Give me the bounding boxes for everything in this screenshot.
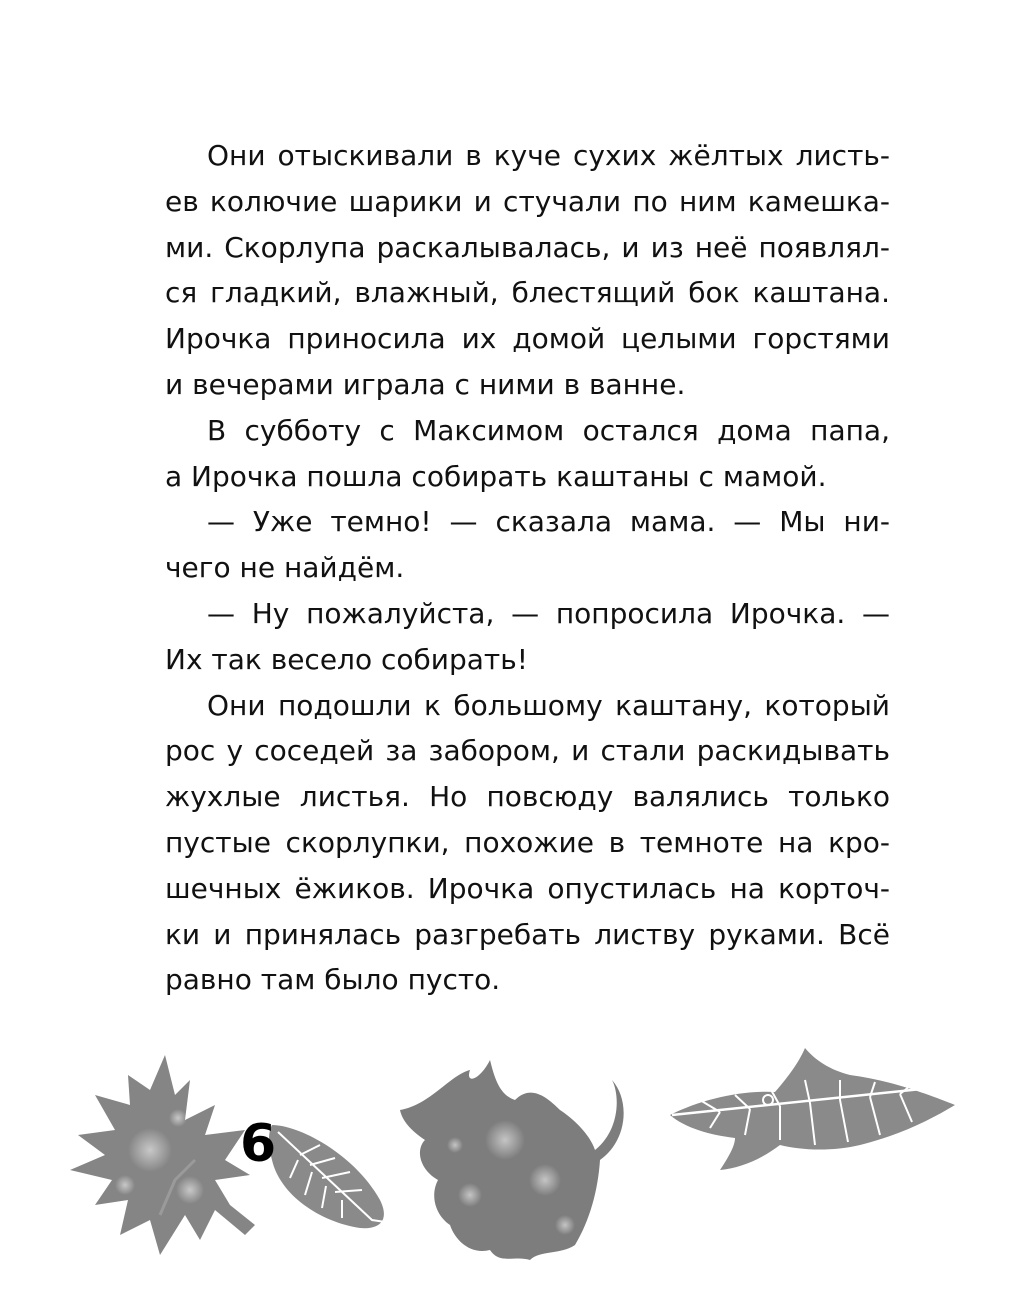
story-text (165, 133, 890, 1003)
small-leaf-icon (269, 1125, 405, 1228)
text-line: В субботу с Максимом остался дома папа, (207, 413, 890, 447)
text-line: пустые скорлупки, похожие в темноте на кро- (165, 825, 890, 859)
text-line: равно там было пусто. (165, 963, 501, 997)
oak-leaf-icon (400, 1060, 624, 1260)
text-line: Ирочка приносила их домой целыми горстями (165, 322, 890, 356)
text-line: ки и принялась разгребать листву руками. Всё (165, 917, 890, 951)
text-line: рос у соседей за забором, и стали раскидывать (165, 734, 890, 768)
text-line: ся гладкий, влажный, блестящий бок каштана. (165, 276, 890, 310)
text-line: — Уже темно! — сказала мама. — Мы ни- (207, 505, 890, 539)
text-line: Они отыскивали в куче сухих жёлтых листь- (207, 139, 890, 172)
text-line: шечных ёжиков. Ирочка опустилась на корточ- (165, 871, 890, 905)
text-line: жухлые листья. Но повсюду валялись только (165, 780, 890, 814)
long-leaf-icon (670, 1048, 960, 1170)
text-line: ми. Скорлупа раскалывалась, и из неё появлял- (165, 230, 890, 264)
text-line: а Ирочка пошла собирать каштаны с мамой. (165, 459, 827, 493)
text-line: Их так весело собирать! (165, 642, 528, 676)
text-line: ев колючие шарики и стучали по ним камешка- (165, 184, 890, 218)
text-line: — Ну пожалуйста, — попросила Ирочка. — (207, 596, 890, 630)
maple-leaf-icon (70, 1055, 255, 1255)
text-line: и вечерами играла с ними в ванне. (165, 367, 686, 401)
text-line: Они подошли к большому каштану, который (207, 688, 890, 722)
leaves-decoration (0, 1010, 1010, 1300)
text-line: чего не найдём. (165, 551, 405, 585)
page-number: 6 (240, 1114, 277, 1174)
